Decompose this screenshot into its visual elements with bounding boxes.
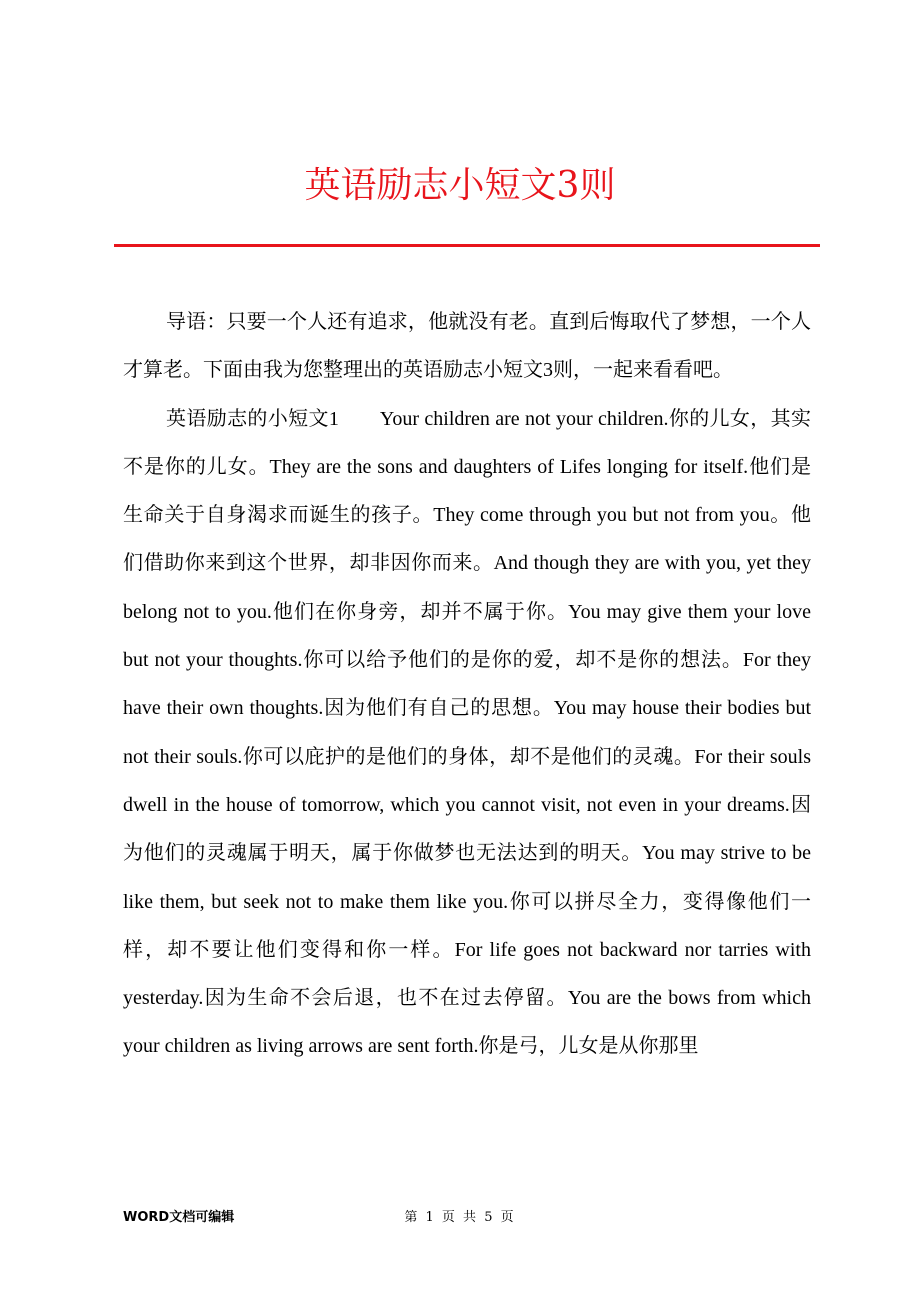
document-body: [123, 298, 811, 1071]
title-divider: [114, 244, 820, 247]
footer-page-number: 第 1 页 共 5 页: [404, 1210, 516, 1225]
page-title: 英语励志小短文3则: [304, 165, 616, 206]
intro-paragraph: 导语：只要一个人还有追求，他就没有老。直到后悔取代了梦想，一个人才算老。下面由我为您整理出的英语励志小短文3则，一起来看看吧。: [123, 311, 811, 382]
footer-editable-note: WORD文档可编辑: [123, 1210, 235, 1225]
body-paragraph: 英语励志的小短文1 Your children are not your children.你的儿女，其实不是你的儿女。They are the sons and daughters of Lifes longing for itself.他们是生命关于自身渴求而诞生的孩子。They come through you but not from you。他们借助你来到这个世界，却非因你而来。And though they are with you, yet they belong not to you.他们在你身旁，却并不属于你。You may give them your love but not your thoughts.你可以给予他们的是你的爱，却不是你的想法。For they have their own thoughts.因为他们有自己的思想。You may house their bodies but not their souls.你可以庇护的是他们的身体，却不是他们的灵魂。For their souls dwell in the house of tomorrow, which you cannot visit, not even in your dreams.因为他们的灵魂属于明天，属于你做梦也无法达到的明天。You may strive to be like them, but seek not to make them like you.你可以拼尽全力，变得像他们一样，却不要让他们变得和你一样。For life goes not backward nor tarries with yesterday.因为生命不会后退，也不在过去停留。You are the bows from which your children as living arrows are sent forth.你是弓，儿女是从你那里: [123, 407, 811, 1058]
